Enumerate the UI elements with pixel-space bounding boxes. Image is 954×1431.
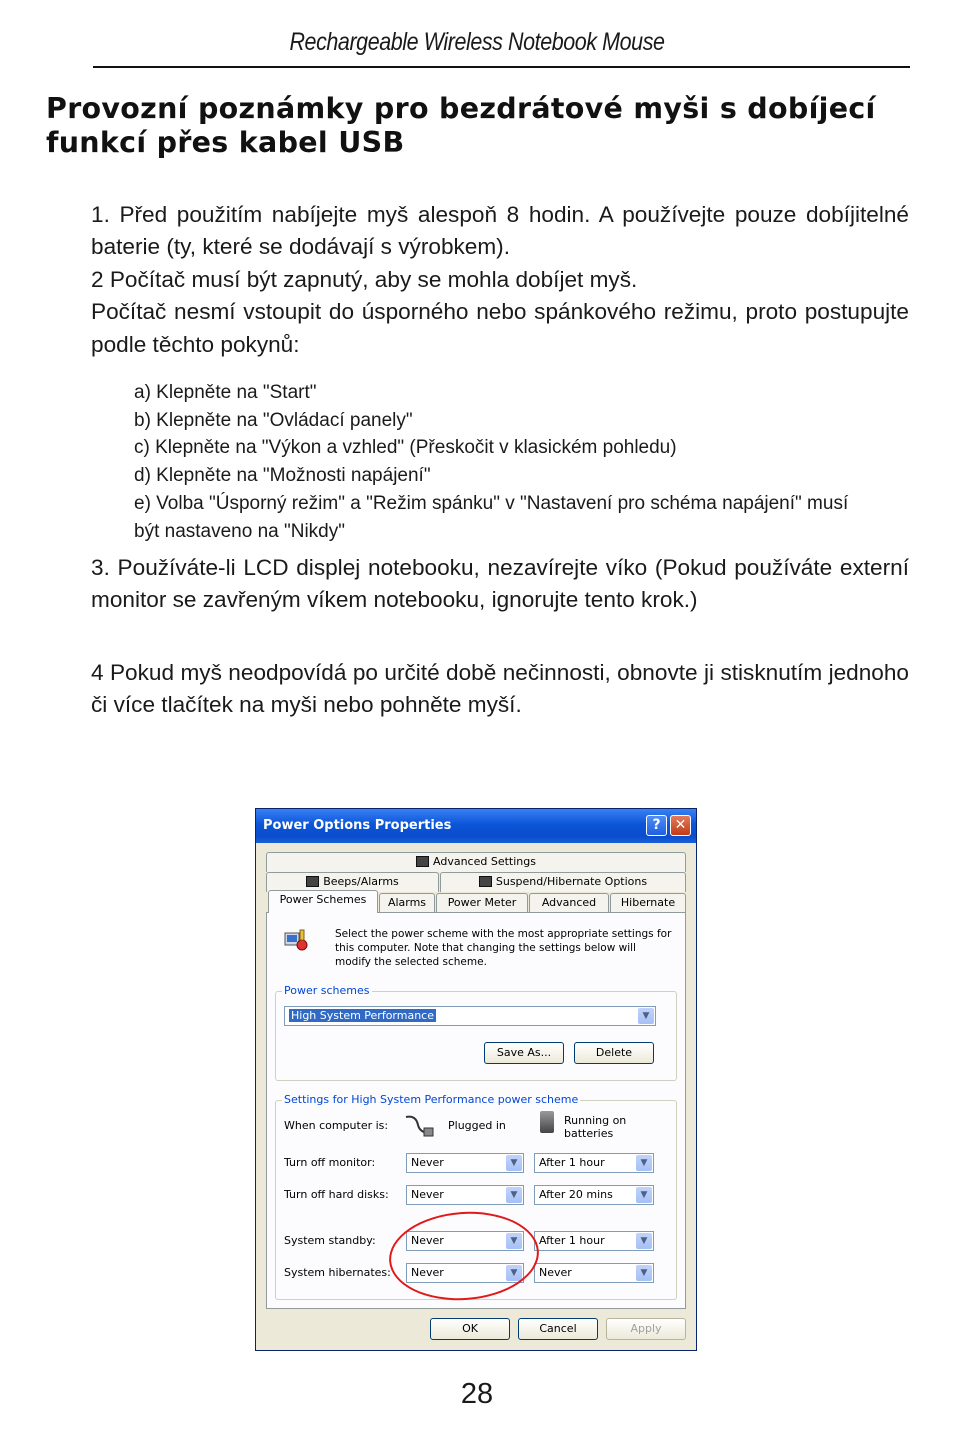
- substep-b: b) Klepněte na "Ovládací panely": [134, 409, 413, 431]
- turn-off-monitor-label: Turn off monitor:: [284, 1156, 376, 1169]
- power-options-dialog: [255, 808, 697, 1351]
- selected-value: Never: [411, 1156, 444, 1169]
- tab-label: Suspend/Hibernate Options: [495, 875, 648, 888]
- system-standby-label: System standby:: [284, 1234, 376, 1247]
- running-header: Rechargeable Wireless Notebook Mouse: [289, 28, 665, 56]
- power-scheme-icon: [283, 927, 309, 953]
- group-title: Settings for High System Performance power scheme: [284, 1093, 579, 1106]
- laptop-icon: [306, 876, 319, 887]
- step-4: 4 Pokud myš neodpovídá po určité době nečinnosti, obnovte ji stisknutím jednoho či více tlačítek na myši nebo pohněte myší.: [91, 660, 909, 718]
- selected-value: After 1 hour: [539, 1234, 605, 1247]
- tab-advanced[interactable]: Advanced: [529, 893, 609, 913]
- plug-icon: [404, 1113, 434, 1137]
- save-as-button[interactable]: Save As...: [484, 1042, 564, 1064]
- standby-battery-select[interactable]: [534, 1231, 654, 1251]
- chevron-down-icon: ▼: [636, 1233, 652, 1249]
- disks-battery-select[interactable]: [534, 1185, 654, 1205]
- delete-button[interactable]: Delete: [574, 1042, 654, 1064]
- step-1: 1. Před použitím nabíjejte myš alespoň 8 hodin. A používejte pouze dobíjitelné baterie (ty, které se dodávají s výrobkem).: [91, 202, 909, 260]
- dialog-titlebar[interactable]: [256, 809, 696, 843]
- substep-d: d) Klepněte na "Možnosti napájení": [134, 465, 431, 487]
- selected-value: After 20 mins: [539, 1188, 613, 1201]
- help-button[interactable]: ?: [646, 815, 667, 836]
- chevron-down-icon: ▼: [636, 1265, 652, 1281]
- monitor-battery-select[interactable]: [534, 1153, 654, 1173]
- tab-alarms[interactable]: Alarms: [379, 893, 435, 913]
- tab-suspend-hibernate[interactable]: [440, 872, 686, 892]
- chevron-down-icon: ▼: [506, 1155, 522, 1171]
- disks-plugged-select[interactable]: [406, 1185, 524, 1205]
- turn-off-hard-disks-label: Turn off hard disks:: [284, 1188, 389, 1201]
- power-schemes-group: [275, 984, 677, 1081]
- hibernate-battery-select[interactable]: [534, 1263, 654, 1283]
- scheme-description: Select the power scheme with the most appropriate settings for this computer. Note that changing the settings below will modify the selected scheme.: [335, 928, 672, 968]
- running-on-batteries-label: Running on batteries: [564, 1114, 627, 1140]
- selected-value: Never: [539, 1266, 572, 1279]
- tab-hibernate[interactable]: Hibernate: [610, 893, 686, 913]
- tab-power-schemes[interactable]: Power Schemes: [268, 890, 378, 913]
- ok-button[interactable]: OK: [430, 1318, 510, 1340]
- step-3: 3. Používáte-li LCD displej notebooku, nezavírejte víko (Pokud používáte externí monitor se zavřeným víkem notebooku, ignorujte tento krok.): [91, 555, 909, 613]
- battery-icon: [540, 1111, 554, 1133]
- close-button[interactable]: ✕: [670, 815, 691, 836]
- substep-c: c) Klepněte na "Výkon a vzhled" (Přeskočit v klasickém pohledu): [134, 437, 677, 459]
- page-number: 28: [460, 1378, 494, 1410]
- tab-advanced-settings[interactable]: [266, 852, 686, 872]
- substep-a: a) Klepněte na "Start": [134, 382, 317, 403]
- plugged-in-label: Plugged in: [448, 1119, 506, 1132]
- chevron-down-icon: ▼: [636, 1155, 652, 1171]
- substeps-list: [134, 379, 854, 545]
- tab-label: Advanced Settings: [433, 855, 536, 868]
- chevron-down-icon: ▼: [638, 1008, 654, 1024]
- cancel-button[interactable]: Cancel: [518, 1318, 598, 1340]
- chevron-down-icon: ▼: [506, 1233, 522, 1249]
- selected-value: Never: [411, 1266, 444, 1279]
- substep-e: e) Volba "Úsporný režim" a "Režim spánku" v "Nastavení pro schéma napájení" musí být nastaveno na "Nikdy": [134, 492, 849, 542]
- group-title: Power schemes: [284, 984, 370, 997]
- laptop-icon: [479, 876, 492, 887]
- selected-value: After 1 hour: [539, 1156, 605, 1169]
- laptop-icon: [416, 856, 429, 867]
- step-2: 2 Počítač musí být zapnutý, aby se mohla dobíjet myš.: [91, 266, 638, 292]
- tab-label: Beeps/Alarms: [323, 875, 399, 888]
- selected-value: Never: [411, 1188, 444, 1201]
- apply-button[interactable]: Apply: [606, 1318, 686, 1340]
- step-2-detail: Počítač nesmí vstoupit do úsporného nebo spánkového režimu, proto postupujte podle těchto pokynů:: [91, 299, 909, 357]
- chevron-down-icon: ▼: [506, 1187, 522, 1203]
- chevron-down-icon: ▼: [636, 1187, 652, 1203]
- power-scheme-select[interactable]: [284, 1006, 656, 1026]
- header-rule: [93, 66, 910, 68]
- page-heading: Provozní poznámky pro bezdrátové myši s dobíjecí funkcí přes kabel USB: [46, 92, 876, 159]
- dialog-title: Power Options Properties: [263, 818, 452, 833]
- system-hibernates-label: System hibernates:: [284, 1266, 391, 1279]
- when-computer-label: When computer is:: [284, 1119, 389, 1132]
- selected-value: Never: [411, 1234, 444, 1247]
- instructions-block: [91, 199, 909, 361]
- tab-power-meter[interactable]: Power Meter: [436, 893, 528, 913]
- monitor-plugged-select[interactable]: [406, 1153, 524, 1173]
- tab-beeps-alarms[interactable]: [266, 872, 439, 892]
- selected-value: High System Performance: [291, 1009, 434, 1022]
- chevron-down-icon: ▼: [506, 1265, 522, 1281]
